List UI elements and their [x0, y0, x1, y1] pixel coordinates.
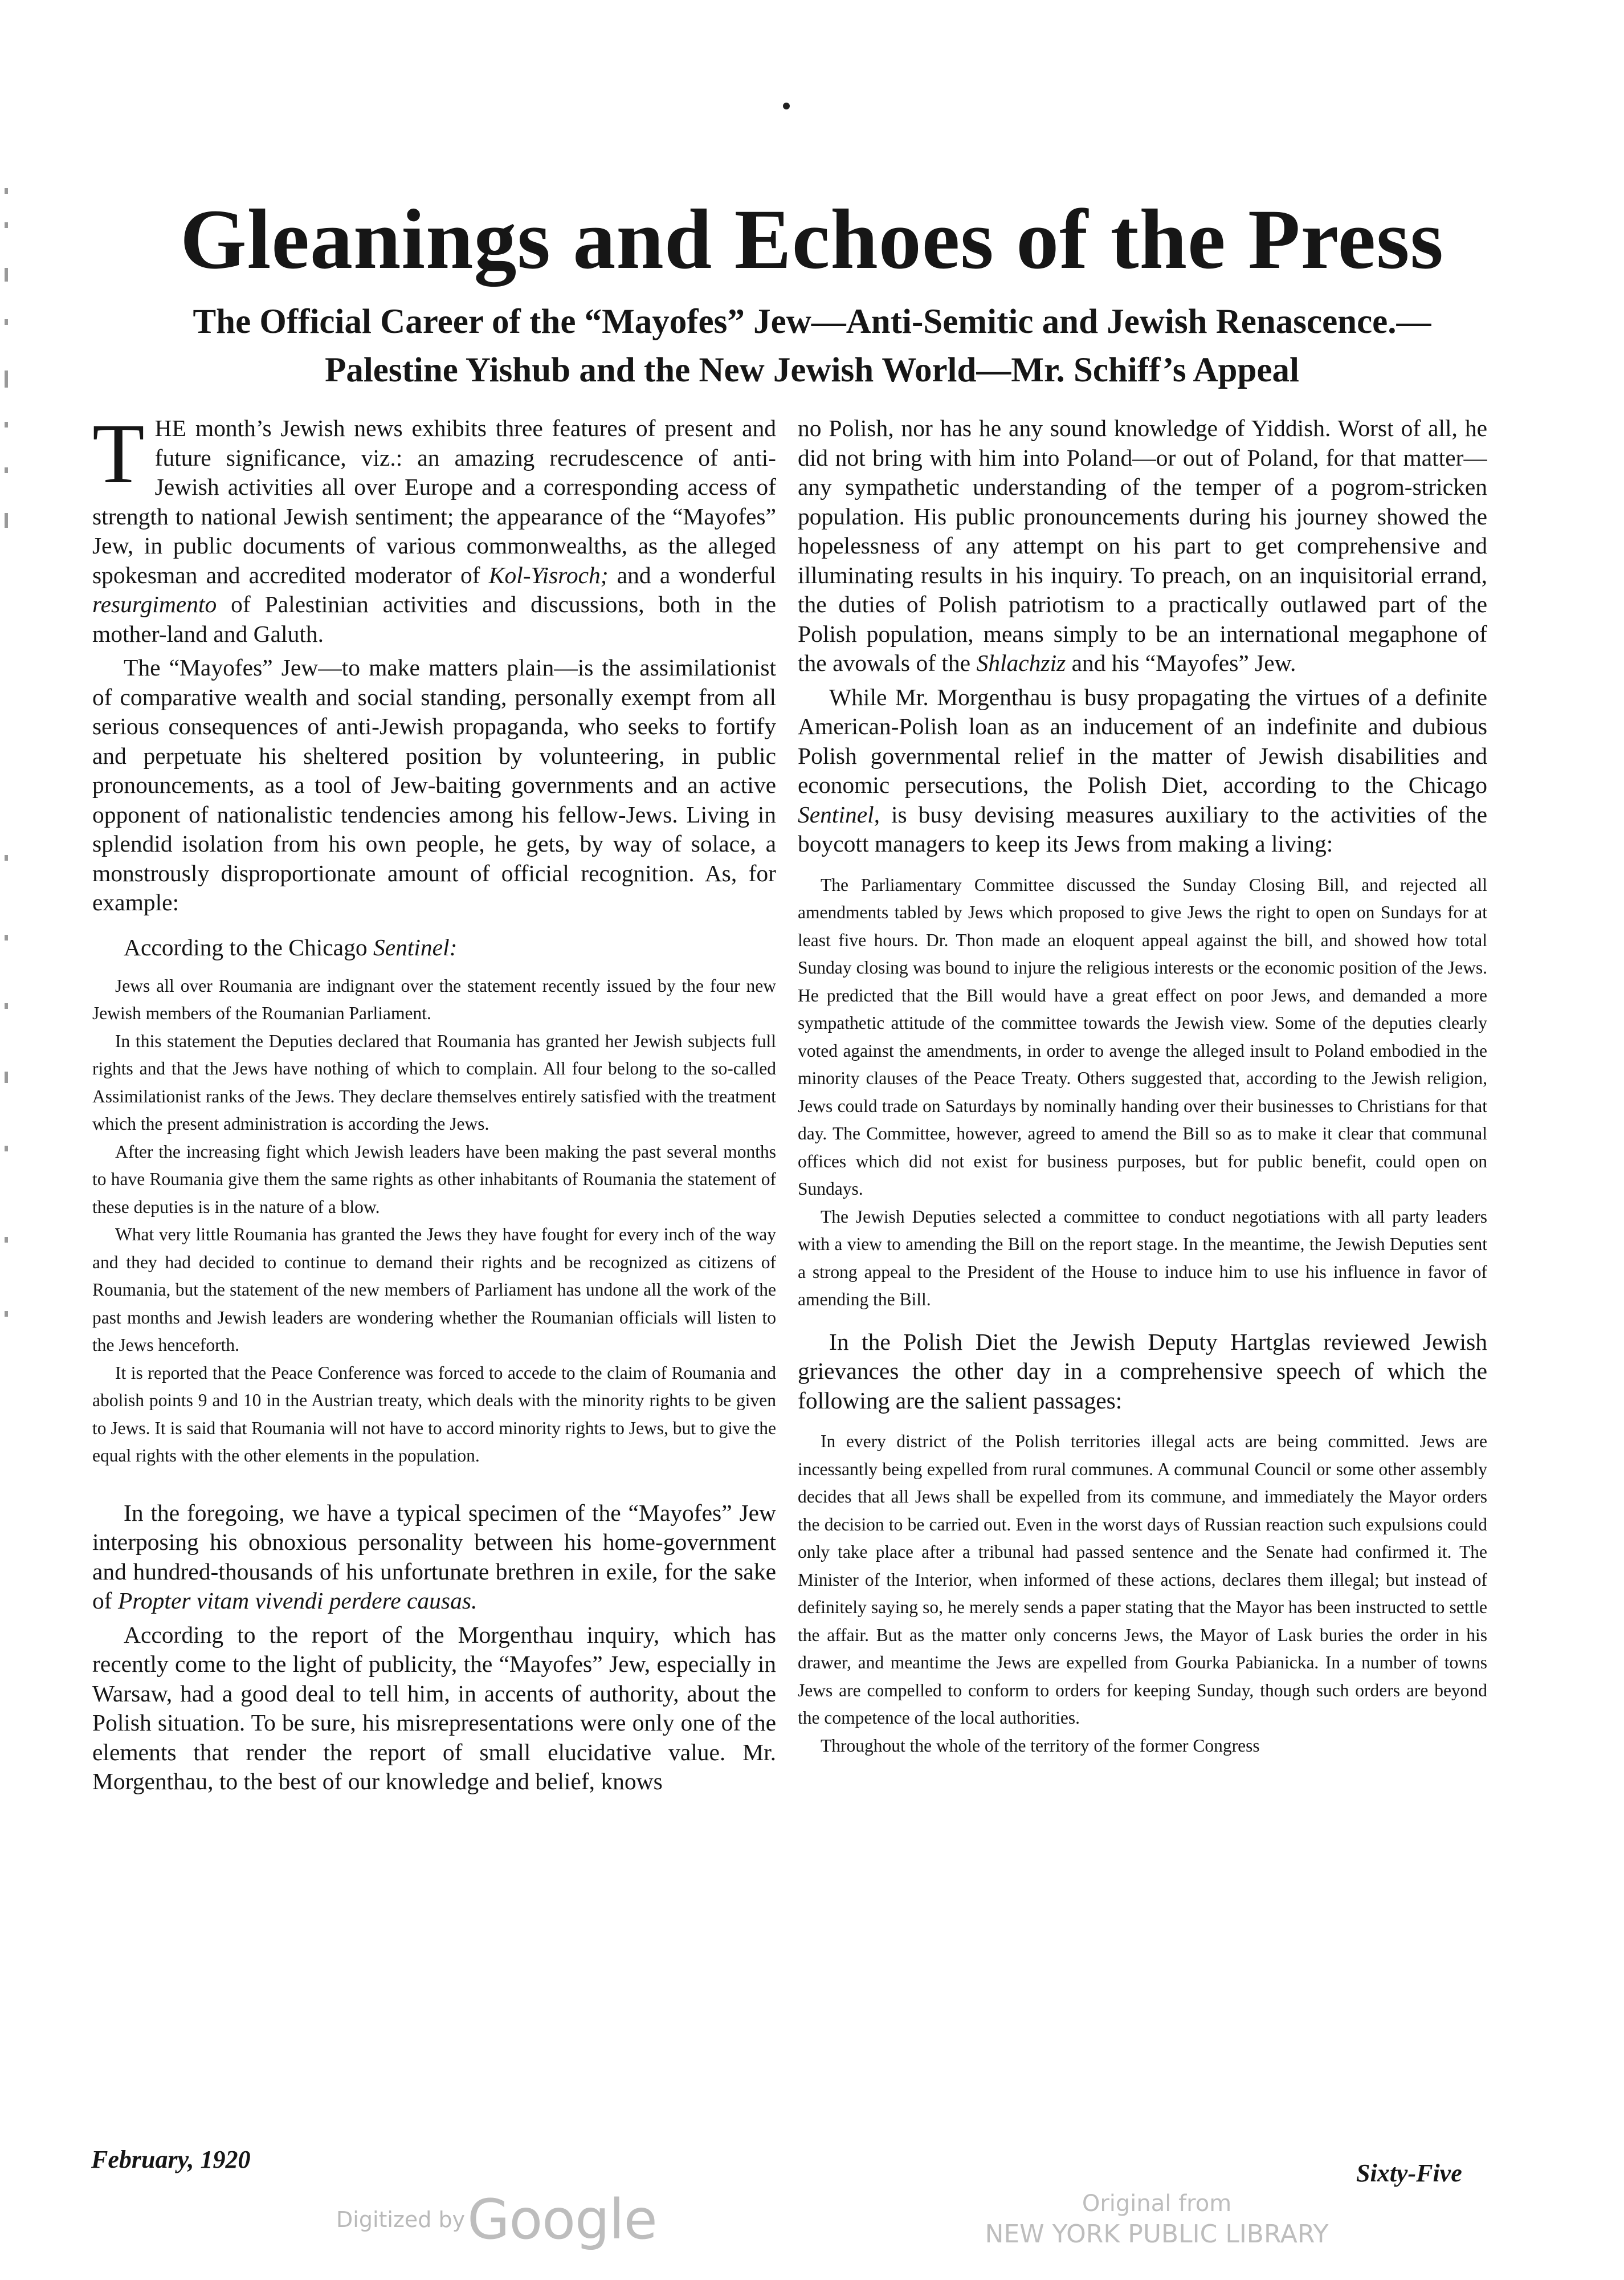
library-name: NEW YORK PUBLIC LIBRARY: [985, 2220, 1329, 2249]
google-logo: Google: [467, 2188, 657, 2252]
paragraph-foregoing: In the foregoing, we have a typical specimen of the “Mayofes” Jew interposing his obnoxious personality between his home-government and hundred-thousands of his unfortunate brethren in exile, for the sake of Propter vitam vivendi perdere causas.: [92, 1499, 776, 1614]
quote-paragraph: The Parliamentary Committee discussed the Sunday Closing Bill, and rejected all amendments tabled by Jews which proposed to give Jews the right to open on Sundays for at least five hours. Dr. Thon made an eloquent appeal against the bill, and showed how total Sunday closing was bound to injure the religious interests or the economic position of the Jews. He predicted that the Bill would have a great effect on poor Jews, and demanded a more sympathetic attitude of the committee towards the Jewish view. Some of the deputies clearly voted against the amendments, in order to avenge the alleged insult to Poland embodied in the minority clauses of the Peace Treaty. Others suggested that, according to the Jewish religion, Jews could trade on Saturdays by nominally handing over their businesses to Christians for that day. The Committee, however, agreed to amend the Bill so as to make it clear that communal offices which did not exist for business purposes, but for public benefit, could open on Sundays.: [798, 874, 1487, 1199]
sentinel-quote-sunday-bill: [798, 872, 1487, 1314]
continued-paragraph: no Polish, nor has he any sound knowledge of Yiddish. Worst of all, he did not bring with him into Poland—or out of Poland, for that matter—any sympathetic understanding of the temper of a pogrom-stricken population. His public pronouncements during his journey showed the hopelessness of any attempt on his part to get comprehensive and illuminating results in his inquiry. To preach, on an inquisitorial errand, the duties of Polish patriotism to a practically outlawed part of the Polish population, means simply to be an international megaphone of the avowals of the Shlachziz and his “Mayofes” Jew.: [798, 415, 1487, 676]
quote-paragraph: Throughout the whole of the territory of the former Congress: [821, 1735, 1260, 1756]
issue-date: February, 1920: [91, 2145, 251, 2173]
article-subtitle: [114, 298, 1510, 394]
binding-margin-marks: [0, 182, 23, 1322]
paragraph-polish-diet: While Mr. Morgenthau is busy propagating the virtues of a definite American-Polish loan as an inducement of an indefinite and dubious Polish governmental relief in the matter of Jewish disabilities and economic persecutions, the Polish Diet, according to the Chicago Sentinel, is busy devising measures auxiliary to the activities of the boycott managers to keep its Jews from making a living:: [798, 683, 1487, 857]
opening-paragraph: THE month’s Jewish news exhibits three features of present and future significance, viz.: an amazing recrudescence of anti-Jewish activities all over Europe and a corresponding access of strength to national Jewish sentiment; the appearance of the “Mayofes” Jew, in public documents of various commonwealths, as the alleged spokesman and accredited moderator of Kol-Yisroch; and a wonderful resurgimento of Palestinian activities and discussions, both in the mother-land and Galuth.: [92, 414, 776, 647]
article-title: Gleanings and Echoes of the Press: [180, 192, 1444, 287]
page-speck: [783, 103, 790, 109]
sentinel-quote-roumania: [92, 972, 776, 1470]
quote-paragraph: In every district of the Polish territories illegal acts are being committed. Jews are incessantly being expelled from rural communes. A communal Council or some other assembly decides that all Jews shall be expelled from its commune, and immediately the Mayor orders the decision to be carried out. Even in the worst days of Russian reaction such expulsions could only take place after a tribunal had passed sentence and the Senate had confirmed it. The Minister of the Interior, when informed of these actions, declares them illegal; but instead of definitely saying so, he merely sends a paper stating that the Mayor has been instructed to settle the affair. But as the matter only concerns Jews, the Mayor of Lask buries the order in his drawer, and meantime the Jews are expelled from Gourka Pabianicka. In a number of towns Jews are compelled to conform to orders for keeping Sunday, though such orders are beyond the competence of the local authorities.: [798, 1431, 1487, 1728]
left-column: [92, 414, 776, 2141]
paragraph-hartglas: In the Polish Diet the Jewish Deputy Hartglas reviewed Jewish grievances the other day in a comprehensive speech of which the following are the salient passages:: [798, 1328, 1487, 1414]
original-from-label: Original from: [1082, 2191, 1232, 2217]
quote-paragraph: The Jewish Deputies selected a committee to conduct negotiations with all party leaders with a view to amending the Bill on the report stage. In the meantime, the Jewish Deputies sent a strong appeal to the President of the House to induce him to use his influence in favor of amending the Bill.: [798, 1206, 1487, 1309]
provenance-watermark: [974, 2189, 1339, 2250]
quote-paragraph: Jews all over Roumania are indignant over the statement recently issued by the four new Jewish members of the Roumanian Parliament.: [92, 975, 776, 1023]
quote-paragraph: What very little Roumania has granted the Jews they have fought for every inch of the way and they had decided to continue to demand their rights and be recognized as citizens of Roumania, but the statement of the new members of Parliament has undone all the work of the past months and Jewish leaders are wondering whether the Roumanian officials will listen to the Jews henceforth.: [92, 1224, 776, 1355]
paragraph-mayofes-definition: The “Mayofes” Jew—to make matters plain—is the assimilationist of comparative wealth and social standing, personally exempt from all serious consequences of anti-Jewish propaganda, who seeks to fortify and perpetuate his sheltered position by volunteering, in public pronouncements, as a tool of Jew-baiting governments and an active opponent of nationalistic tendencies among his fellow-Jews. Living in splendid isolation from his own people, he gets, by way of solace, a monstrously disproportionate amount of official recognition. As, for example:: [92, 654, 776, 915]
right-column: [798, 414, 1487, 2141]
quote-intro: According to the Chicago Sentinel:: [124, 934, 458, 960]
page-number: Sixty-Five: [1356, 2159, 1462, 2187]
drop-cap: T: [92, 414, 145, 501]
digitized-by-label: Digitized by: [336, 2207, 466, 2232]
subtitle-line-2: Palestine Yishub and the New Jewish World—Mr. Schiff’s Appeal: [325, 351, 1299, 389]
quote-paragraph: After the increasing fight which Jewish leaders have been making the past several months to have Roumania give them the same rights as other inhabitants of Roumania the statement of these deputies is in the nature of a blow.: [92, 1141, 776, 1217]
subtitle-line-1: The Official Career of the “Mayofes” Jew—Anti-Semitic and Jewish Renascence.—: [193, 303, 1431, 341]
paragraph-morgenthau: According to the report of the Morgenthau inquiry, which has recently come to the light of publicity, the “Mayofes” Jew, especially in Warsaw, had a good deal to tell him, in accents of authority, about the Polish situation. To be sure, his misrepresentations were only one of the elements that render the report of small elucidative value. Mr. Morgenthau, to the best of our knowledge and belief, knows: [92, 1621, 776, 1794]
hartglas-speech-quote: [798, 1428, 1487, 1760]
digitized-by-watermark: [336, 2188, 657, 2250]
quote-paragraph: In this statement the Deputies declared that Roumania has granted her Jewish subjects full rights and that the Jews have nothing of which to complain. All four belong to the so-called Assimilationist ranks of the Jews. They declare themselves entirely satisfied with the treatment which the present administration is according the Jews.: [92, 1031, 776, 1134]
quote-paragraph: It is reported that the Peace Conference was forced to accede to the claim of Roumania and abolish points 9 and 10 in the Austrian treaty, which deals with the minority rights to be given to Jews. It is said that Roumania will not have to accord minority rights to Jews, but to give the equal rights with the other elements in the population.: [92, 1362, 776, 1465]
